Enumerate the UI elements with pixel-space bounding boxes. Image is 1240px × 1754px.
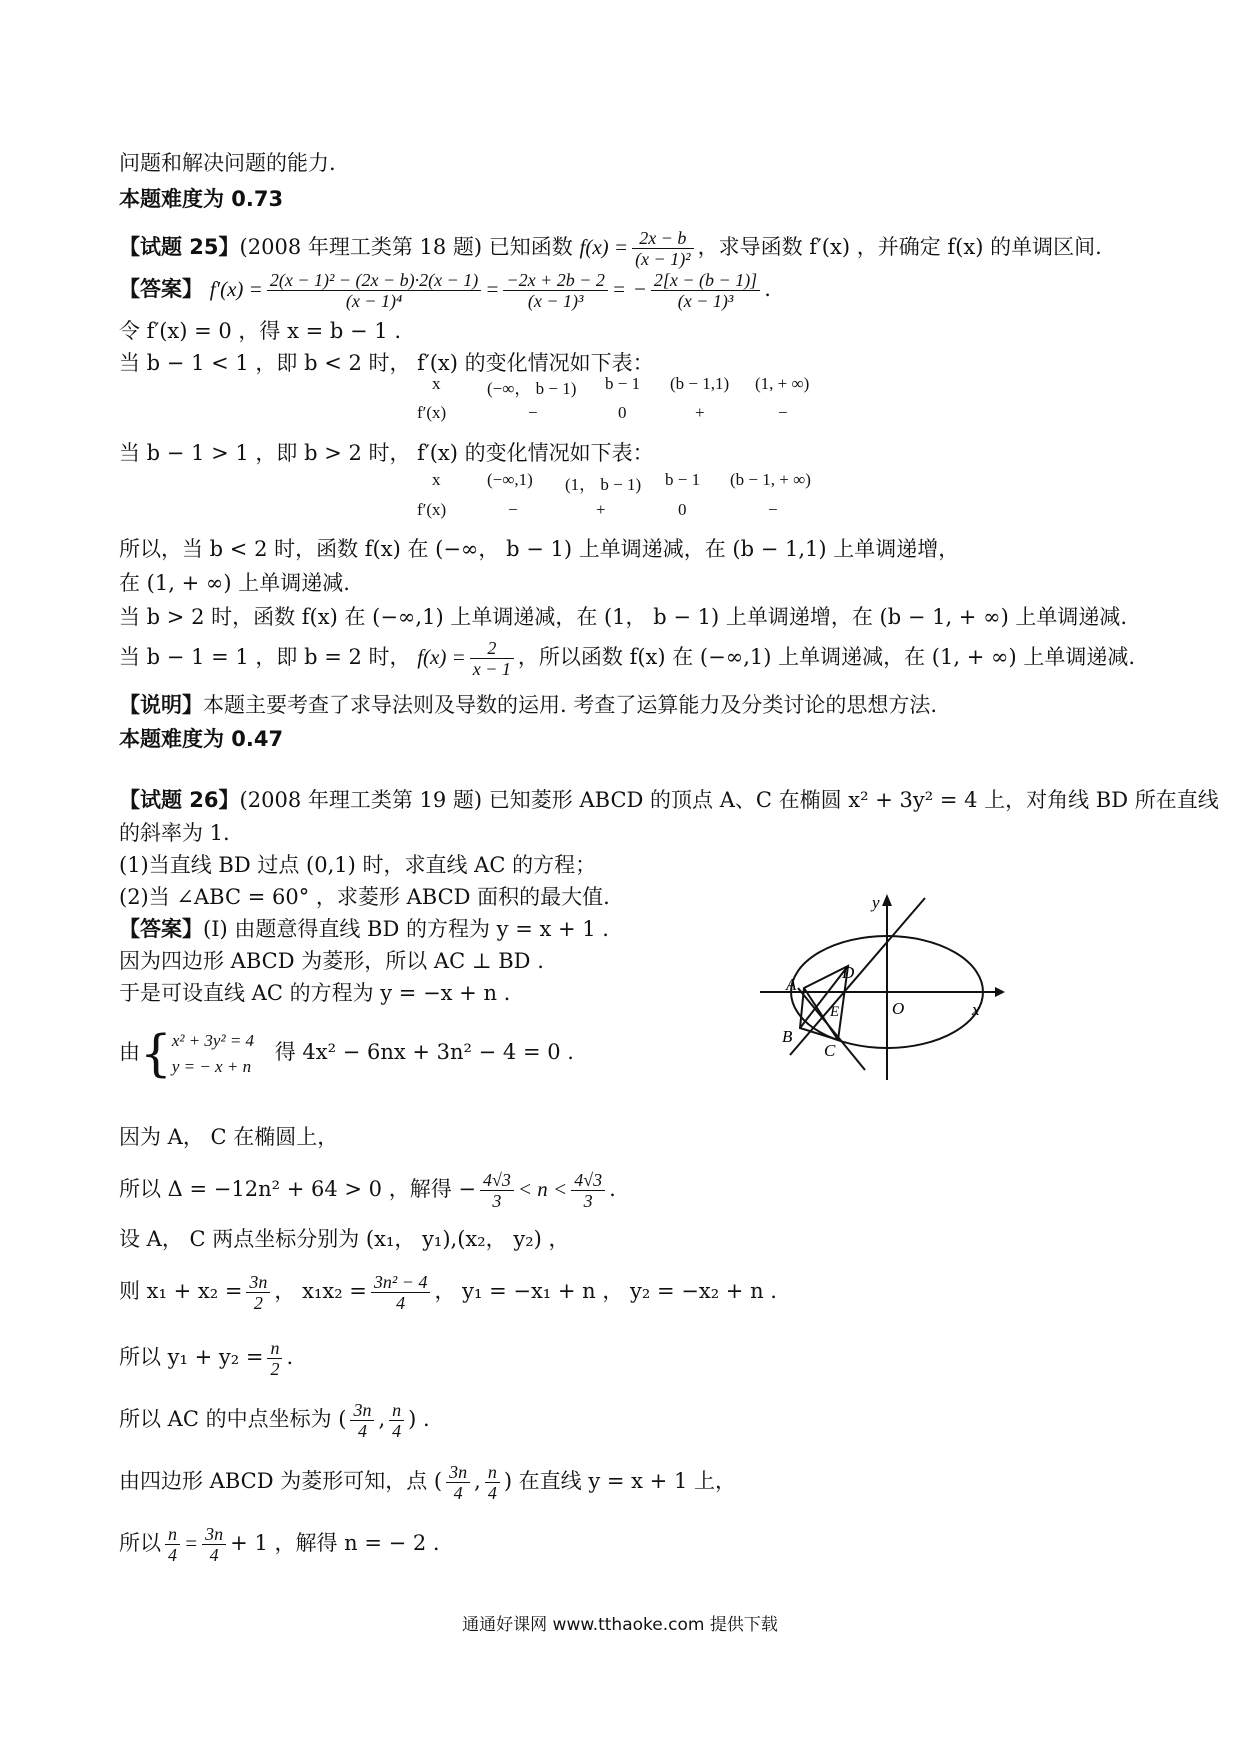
note-tag: 【说明】 xyxy=(119,693,203,717)
text-segment: 得 4x² − 6nx + 3n² − 4 = 0 . xyxy=(274,1040,574,1064)
text-line: 当 b − 1 < 1 ，即 b < 2 时， f′(x) 的变化情况如下表： xyxy=(119,351,654,375)
comma: , xyxy=(474,1469,481,1493)
table-cell: b − 1 xyxy=(665,470,701,489)
label-c: C xyxy=(824,1041,836,1060)
numerator: 3n xyxy=(446,1462,470,1483)
system-row: x² + 3y² = 4 xyxy=(171,1030,255,1050)
numerator: n xyxy=(485,1462,500,1483)
numerator: 2(x − 1)² − (2x − b)·2(x − 1) xyxy=(267,270,481,291)
denominator: x − 1 xyxy=(472,659,511,679)
text-line: 设 A， C 两点坐标分别为 (x₁， y₁),(x₂， y₂) ， xyxy=(119,1227,570,1251)
denominator: 3 xyxy=(492,1191,502,1211)
numerator: 2x − b xyxy=(632,228,694,249)
numerator: 2 xyxy=(470,638,514,659)
system-rows xyxy=(172,1028,254,1080)
equals-sign: = xyxy=(611,277,627,301)
text-segment: ， y₁ = −x₁ + n ， y₂ = −x₂ + n . xyxy=(434,1279,777,1303)
equation-system xyxy=(119,1022,574,1082)
numerator: 4√3 xyxy=(480,1170,514,1191)
fraction xyxy=(165,1524,180,1565)
answer-25: 【答案】 f′(x) = $\frac{\text{2(x − 1)² − (2x − b)·2(x − 1)}}{\text{(x − 1)⁴}}$ = $\frac{-2x + 2b - 2}{\text{(x − 1)³}}$ = − $\frac{2[x - (b - 1)]}{\text{(x − 1)³}}$ . xyxy=(119,270,771,311)
text-line: 令 f′(x) = 0 ，得 x = b − 1 . xyxy=(119,319,401,343)
question-text: (2008 年理工类第 18 题) 已知函数 xyxy=(239,235,573,259)
brace: { xyxy=(140,1024,172,1083)
denominator: 4 xyxy=(209,1545,219,1565)
table-cell: f′(x) xyxy=(417,403,447,422)
numerator: −2x + 2b − 2 xyxy=(503,270,607,291)
comma: , xyxy=(378,1407,386,1431)
text-line: 问题和解决问题的能力. xyxy=(119,151,336,175)
question-26 xyxy=(119,787,1219,813)
text-line: 当 b − 1 > 1 ，即 b > 2 时， f′(x) 的变化情况如下表： xyxy=(119,441,654,465)
text-line xyxy=(119,638,1135,679)
table-cell: (−∞， b − 1) xyxy=(487,379,577,398)
table-cell: x xyxy=(432,374,441,393)
answer-tag: 【答案】 xyxy=(119,277,203,301)
system-row: y = − x + n xyxy=(171,1056,252,1076)
text-segment: 所以 AC 的中点坐标为 ( xyxy=(119,1407,347,1431)
fraction xyxy=(470,638,514,679)
text-segment: 由 xyxy=(119,1040,140,1064)
table-cell: − xyxy=(778,403,788,422)
text-segment: 则 x₁ + x₂ = xyxy=(119,1279,243,1303)
text-line xyxy=(119,1170,616,1211)
denominator: (x − 1)⁴ xyxy=(345,291,403,311)
text-line xyxy=(119,1338,293,1379)
numerator: 3n² − 4 xyxy=(371,1272,431,1293)
text-segment: ，所以函数 f(x) 在 (−∞,1) 上单调递减，在 (1, + ∞) 上单调递减. xyxy=(517,645,1136,669)
text-line: 当 b > 2 时，函数 f(x) 在 (−∞,1) 上单调递减，在 (1， b − 1) 上单调递增，在 (b − 1, + ∞) 上单调递减. xyxy=(119,605,1128,629)
text-segment: . xyxy=(286,1345,294,1369)
math-fpx: f′(x) = xyxy=(209,277,263,301)
label-e: E xyxy=(830,1004,840,1020)
y-axis-arrow xyxy=(882,894,892,906)
text-segment: 所以 Δ = −12n² + 64 > 0 ，解得 − xyxy=(119,1177,476,1201)
equals-sign: = xyxy=(485,277,500,301)
table-cell: + xyxy=(695,403,705,422)
x-axis-arrow xyxy=(995,987,1005,997)
text-segment: 当 b − 1 = 1 ，即 b = 2 时， xyxy=(119,645,411,669)
text-line: 所以，当 b < 2 时，函数 f(x) 在 (−∞， b − 1) 上单调递减，在 (b − 1,1) 上单调递增， xyxy=(119,537,960,561)
table-cell: (b − 1, + ∞) xyxy=(730,470,811,489)
fraction xyxy=(350,1400,374,1441)
text-line: 的斜率为 1. xyxy=(119,821,230,845)
table-cell: f′(x) xyxy=(417,500,447,519)
answer-tag: 【答案】 xyxy=(119,917,203,941)
numerator: 4√3 xyxy=(571,1170,605,1191)
text-segment: ， x₁x₂ = xyxy=(274,1279,367,1303)
fraction xyxy=(485,1462,500,1503)
denominator: 4 xyxy=(357,1421,367,1441)
fraction xyxy=(632,228,694,269)
text-line xyxy=(119,1524,440,1565)
label-d: D xyxy=(842,963,855,982)
denominator: (x − 1)² xyxy=(635,249,691,269)
numerator: 2[x − (b − 1)] xyxy=(651,270,760,291)
math-fx: f(x) = xyxy=(579,235,629,259)
text-line xyxy=(119,1462,736,1503)
equals-sign: = xyxy=(184,1531,199,1555)
numerator: 3n xyxy=(202,1524,226,1545)
text-line xyxy=(119,1400,430,1441)
text-segment: ) 在直线 y = x + 1 上， xyxy=(503,1469,736,1493)
page-footer: 通通好课网 www.tthaoke.com 提供下载 xyxy=(462,1615,778,1635)
label-y: y xyxy=(872,893,880,912)
fraction xyxy=(202,1524,226,1565)
note-text: 本题主要考查了求导法则及导数的运用. 考查了运算能力及分类讨论的思想方法. xyxy=(203,693,938,717)
fraction xyxy=(267,1338,282,1379)
table-cell: x xyxy=(432,470,441,489)
text-segment: + 1 ，解得 n = − 2 . xyxy=(230,1531,440,1555)
table-cell: (−∞,1) xyxy=(487,470,533,489)
label-b: B xyxy=(782,1027,793,1046)
math-fx: f(x) = xyxy=(417,645,466,669)
question-25 xyxy=(119,228,1102,269)
table-cell: b − 1 xyxy=(605,374,641,393)
fraction xyxy=(480,1170,514,1211)
table-cell: (1, + ∞) xyxy=(755,374,810,393)
minus-sign: − xyxy=(632,277,647,301)
numerator: n xyxy=(267,1338,282,1359)
denominator: (x − 1)³ xyxy=(527,291,584,311)
table-cell: − xyxy=(508,500,518,519)
ellipse-rhombus-figure xyxy=(760,890,1010,1090)
difficulty-label: 本题难度为 0.73 xyxy=(119,187,284,211)
denominator: (x − 1)³ xyxy=(677,291,734,311)
question-text: (2008 年理工类第 19 题) 已知菱形 ABCD 的顶点 A、C 在椭圆 x² + 3y² = 4 上，对角线 BD 所在直线 xyxy=(239,788,1219,812)
denominator: 4 xyxy=(392,1421,402,1441)
table-cell: − xyxy=(528,403,538,422)
fraction xyxy=(246,1272,270,1313)
text-segment: 由四边形 ABCD 为菱形可知，点 ( xyxy=(119,1469,443,1493)
fraction xyxy=(371,1272,431,1313)
table-cell: (1， b − 1) xyxy=(565,475,642,494)
denominator: 4 xyxy=(168,1545,177,1565)
text-segment: . xyxy=(609,1177,616,1201)
note-line xyxy=(119,692,937,718)
fraction xyxy=(503,270,607,311)
text-segment: < n < xyxy=(517,1177,568,1201)
denominator: 2 xyxy=(270,1359,280,1379)
denominator: 2 xyxy=(253,1293,263,1313)
table-cell: 0 xyxy=(678,500,687,519)
text-segment: ) . xyxy=(408,1407,430,1431)
fraction xyxy=(651,270,760,311)
text-line: 因为四边形 ABCD 为菱形，所以 AC ⊥ BD . xyxy=(119,949,544,973)
text-line xyxy=(119,1272,777,1313)
text-line: 在 (1, + ∞) 上单调递减. xyxy=(119,571,350,595)
question-tag: 【试题 26】 xyxy=(119,788,240,812)
rhombus xyxy=(800,966,848,1040)
table-cell: 0 xyxy=(618,403,627,422)
table-cell: (b − 1,1) xyxy=(670,374,730,393)
denominator: 4 xyxy=(396,1293,406,1313)
text-line: (1)当直线 BD 过点 (0,1) 时，求直线 AC 的方程； xyxy=(119,853,597,877)
answer-text: (Ⅰ) 由题意得直线 BD 的方程为 y = x + 1 . xyxy=(203,917,609,941)
label-a: A xyxy=(786,975,797,994)
text-segment: 所以 xyxy=(119,1531,161,1555)
table-cell: − xyxy=(768,500,778,519)
answer-26 xyxy=(119,916,609,942)
denominator: 4 xyxy=(487,1483,497,1503)
denominator: 4 xyxy=(453,1483,463,1503)
fraction xyxy=(446,1462,470,1503)
text-line: 因为 A， C 在椭圆上， xyxy=(119,1125,339,1149)
numerator: n xyxy=(165,1524,180,1545)
text-segment: 所以 y₁ + y₂ = xyxy=(119,1345,264,1369)
numerator: 3n xyxy=(350,1400,374,1421)
fraction xyxy=(267,270,481,311)
denominator: 3 xyxy=(583,1191,593,1211)
label-x: x xyxy=(972,1000,980,1019)
text-line: (2)当 ∠ABC = 60° ，求菱形 ABCD 面积的最大值. xyxy=(119,885,610,909)
fraction xyxy=(389,1400,404,1441)
question-text-rest: ，求导函数 f′(x) ，并确定 f(x) 的单调区间. xyxy=(697,235,1102,259)
fraction xyxy=(571,1170,605,1211)
label-origin: O xyxy=(892,999,905,1018)
table-cell: + xyxy=(596,500,606,519)
question-tag: 【试题 25】 xyxy=(119,235,240,259)
difficulty-label: 本题难度为 0.47 xyxy=(119,727,284,751)
numerator: 3n xyxy=(246,1272,270,1293)
text-line: 于是可设直线 AC 的方程为 y = −x + n . xyxy=(119,981,511,1005)
numerator: n xyxy=(389,1400,404,1421)
